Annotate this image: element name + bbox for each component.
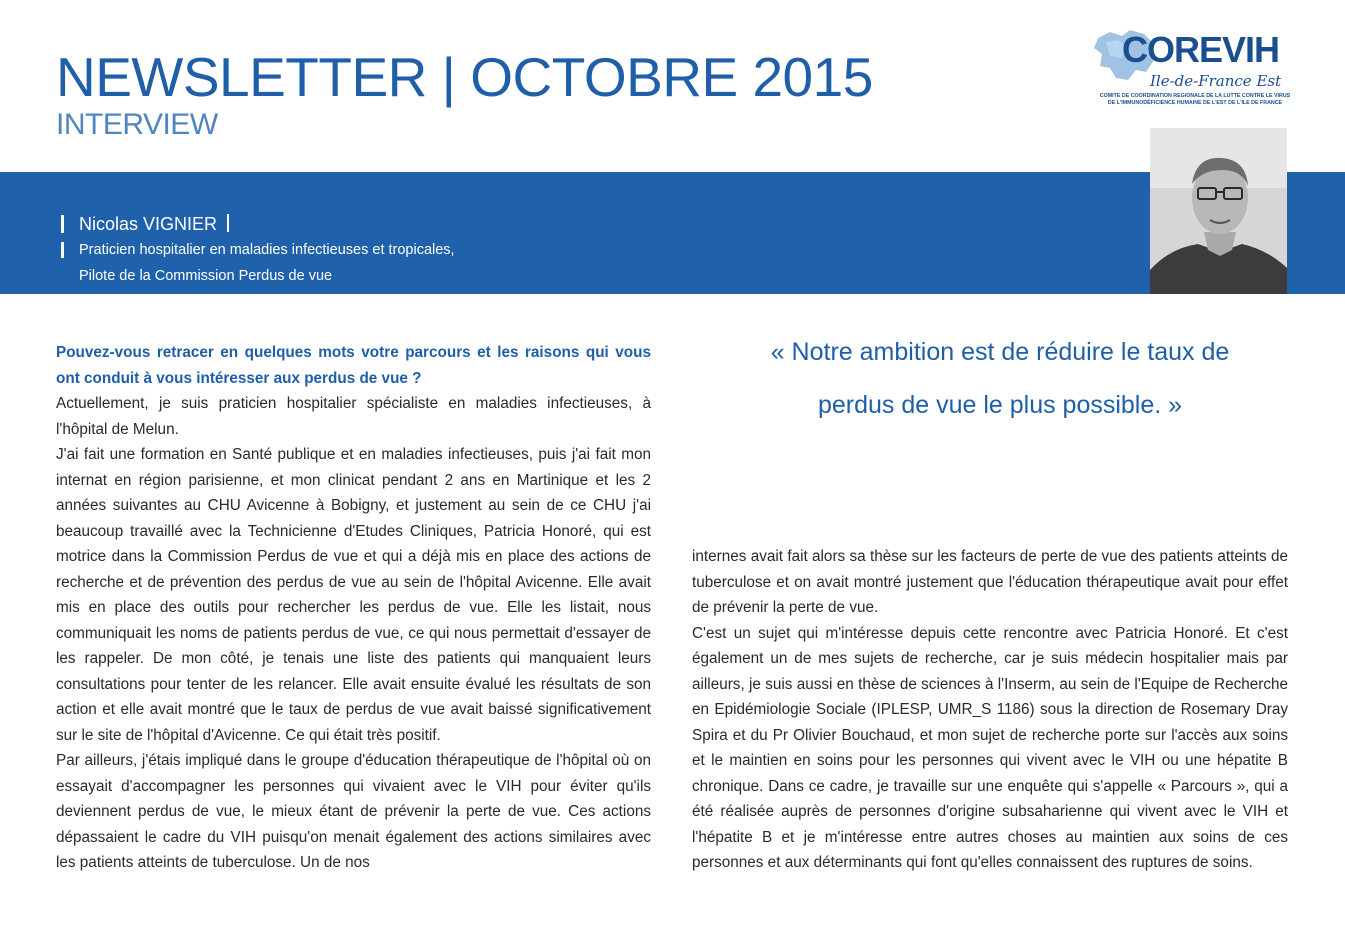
section-label: INTERVIEW [56,108,218,141]
name-divider [61,215,64,233]
pull-quote-line-1: « Notre ambition est de réduire le taux de [770,338,1230,366]
logo-region: Ile-de-France Est [1150,72,1282,90]
name-end-divider [227,214,229,232]
interviewee-commission: Pilote de la Commission Perdus de vue [79,268,333,284]
pull-quote [700,326,1300,432]
article-column-right [692,544,1288,876]
newsletter-title: NEWSLETTER | OCTOBRE 2015 [56,46,873,108]
answer-paragraph-1: Actuellement, je suis praticien hospitalier spécialiste en maladies infectieuses, à l'hôpital de Melun. [56,395,651,438]
role-divider [61,242,64,258]
answer-paragraph-5: C'est un sujet qui m'intéresse depuis cette rencontre avec Patricia Honoré. Et c'est également un de mes sujets de recherche, car je suis médecin hospitalier mais par ailleurs, je suis aussi en thèse de sciences à l'Inserm, au sein de l'Equipe de Recherche en Epidémiologie Sociale (IPLESP, UMR_S 1186) sous la direction de Rosemary Dray Spira et du Pr Olivier Bouchaud, et mon sujet de recherche porte sur l'accès aux soins et le maintien en soins pour les personnes qui vivent avec le VIH ou une hépatite B chronique. Dans ce cadre, je travaille sur une enquête qui s'appelle « Parcours », qui a été réalisée auprès de personnes d'origine subsaharienne qui vivent avec le VIH et l'hépatite B et je m'intéresse entre autres choses au maintien aux soins de ces personnes et aux déterminants qui font qu'elles connaissent des ruptures de soins. [692,624,1288,871]
interviewee-photo [1150,128,1287,294]
portrait-image [1150,128,1287,294]
answer-paragraph-3: Par ailleurs, j'étais impliqué dans le groupe d'éducation thérapeutique de l'hôpital où on essayait d'accompagner les personnes qui vivaient avec le VIH pour éviter qu'ils deviennent perdus de vue, le mieux étant de prévenir la perte de vue. Ces actions dépassaient le cadre du VIH puisqu'on menait également des actions similaires avec les patients atteints de tuberculose. Un de nos [56,752,651,871]
interview-question: Pouvez-vous retracer en quelques mots votre parcours et les raisons qui vous ont conduit à vous intéresser aux perdus de vue ? [56,344,651,387]
interviewee-role: Praticien hospitalier en maladies infectieuses et tropicales, [79,242,455,258]
logo-tagline: COMITÉ DE COORDINATION RÉGIONALE DE LA LUTTE CONTRE LE VIRUS DE L'IMMUNODÉFICIENCE HUMAINE DE L'EST DE L'ILE DE FRANCE [1099,93,1291,106]
logo-name: COREVIH [1122,29,1280,70]
answer-paragraph-2: J'ai fait une formation en Santé publique et en maladies infectieuses, puis j'ai fait mon internat en région parisienne, et mon clinicat pendant 2 ans en Martinique et les 2 années suivantes au CHU Avicenne à Bobigny, et justement au sein de ce CHU j'ai beaucoup travaillé avec la Technicienne d'Etudes Cliniques, Patricia Honoré, qui est motrice dans la Commission Perdus de vue et qui a déjà mis en place des actions de recherche et de prévention des perdus de vue au sein de l'hôpital Avicenne. Elle avait mis en place des outils pour rechercher les perdus de vue. Elle les listait, nous communiquait les noms de patients perdus de vue, ce qui nous permettait d'essayer de les rappeler. De mon côté, je tenais une liste des patients qui manquaient leurs consultations pour tenter de les relancer. Elle avait ensuite évalué les résultats de son action et elle avait montré que le taux de perdus de vue avait baissé significativement sur le site de l'hôpital d'Avicenne. Ce qui était très positif. [56,446,651,744]
answer-paragraph-4: internes avait fait alors sa thèse sur les facteurs de perte de vue des patients atteints de tuberculose et on avait montré justement que l'éducation thérapeutique avait pour effet de prévenir la perte de vue. [692,548,1288,616]
interviewee-name: Nicolas VIGNIER [79,213,229,235]
pull-quote-line-2: perdus de vue le plus possible. » [817,391,1183,419]
corevih-logo [1092,26,1292,110]
article-column-left [56,340,651,876]
